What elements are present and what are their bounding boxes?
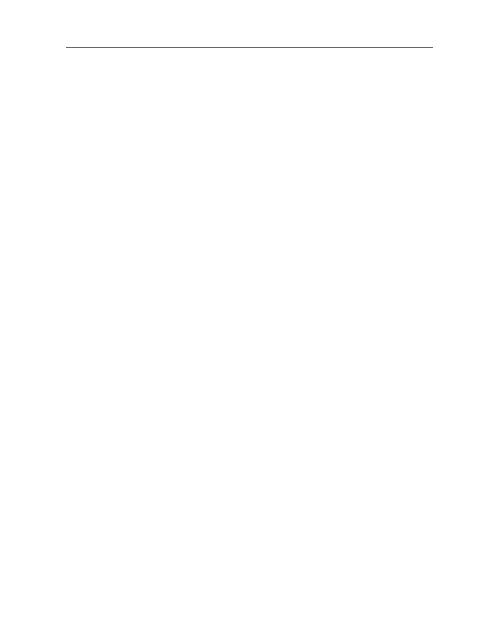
- table-of-contents: [66, 54, 433, 63]
- toc-page: [66, 0, 433, 617]
- header-divider: [66, 47, 433, 48]
- page-header: [66, 31, 433, 45]
